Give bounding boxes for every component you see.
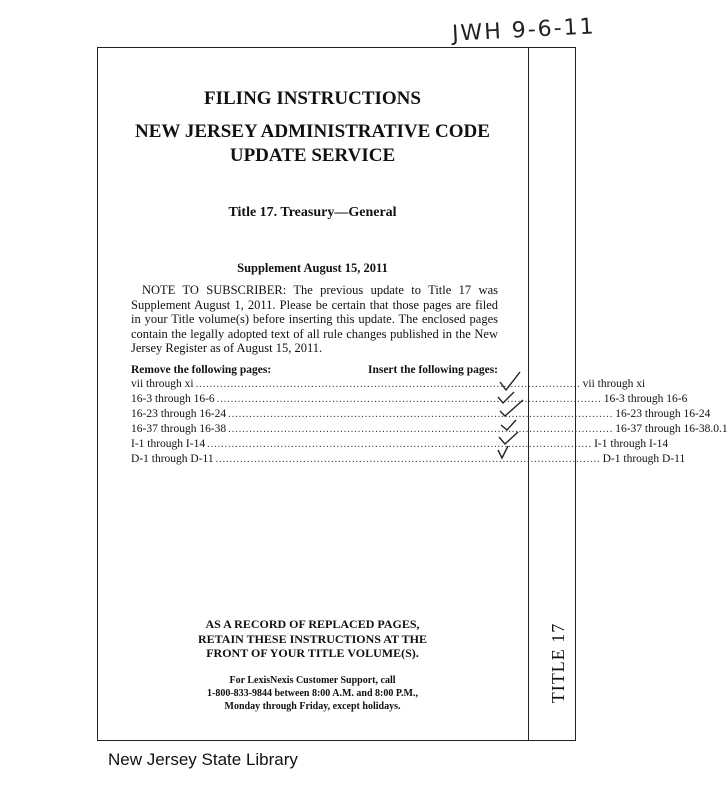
leader-dots: .............................................................................................................. [195, 379, 581, 390]
support-line: Monday through Friday, except holidays. [224, 701, 401, 712]
page-heading: FILING INSTRUCTIONS [204, 88, 421, 109]
insert-header: Insert the following pages: [367, 364, 498, 376]
checkmark-icon [499, 432, 518, 444]
title-tab-label: TITLE 17 [548, 622, 568, 704]
table-row [131, 437, 669, 452]
subscriber-note: NOTE TO SUBSCRIBER: The previous update to Title 17 was Supplement August 1, 2011. Please be certain that those pages are filed in your Title volume(s) before inserting this update. The enclosed pages contain the legally adopted text of all rule changes published in the New Jersey Register as of August 15, 2011. [131, 283, 498, 355]
checkmark-icon [500, 372, 520, 390]
code-title [97, 120, 528, 168]
remove-pages: 16-37 through 16-38 [131, 423, 227, 435]
remove-pages: D-1 through D-11 [131, 453, 214, 465]
leader-dots: .............................................................................................................. [207, 439, 593, 450]
remove-pages: I-1 through I-14 [131, 438, 206, 450]
remove-pages: 16-3 through 16-6 [131, 393, 215, 405]
title-name: Title 17. Treasury—General [228, 205, 397, 220]
record-line: AS A RECORD OF REPLACED PAGES, [205, 617, 420, 631]
insert-pages: D-1 through D-11 [602, 453, 686, 465]
leader-dots: .............................................................................................................. [215, 454, 601, 465]
table-row [131, 422, 728, 437]
code-title-line1: NEW JERSEY ADMINISTRATIVE CODE [135, 121, 490, 142]
table-row [131, 407, 711, 422]
remove-pages: vii through xi [131, 378, 194, 390]
support-line: 1-800-833-9844 between 8:00 A.M. and 8:00 P.M., [206, 688, 418, 699]
checkmark-icon [501, 420, 516, 430]
supplement-date: Supplement August 15, 2011 [237, 261, 388, 275]
insert-pages: I-1 through I-14 [594, 438, 669, 450]
insert-pages: 16-23 through 16-24 [615, 408, 711, 420]
table-row [131, 377, 646, 392]
support-line: For LexisNexis Customer Support, call [229, 675, 396, 686]
library-stamp: New Jersey State Library [108, 750, 298, 769]
leader-dots: .............................................................................................................. [228, 409, 614, 420]
table-row [131, 452, 686, 467]
handwritten-initials-date: JWH 9-6-11 [451, 14, 597, 47]
remove-header: Remove the following pages: [131, 364, 272, 376]
insert-pages: vii through xi [582, 378, 646, 390]
page-replacement-table [131, 363, 728, 467]
leader-dots: .............................................................................................................. [228, 424, 614, 435]
remove-pages: 16-23 through 16-24 [131, 408, 227, 420]
record-instructions [97, 617, 528, 661]
table-row [131, 392, 688, 407]
record-line: FRONT OF YOUR TITLE VOLUME(S). [206, 646, 419, 660]
insert-pages: 16-3 through 16-6 [603, 393, 688, 405]
table-header [131, 363, 498, 377]
checkmark-icon [498, 392, 514, 403]
code-title-line2: UPDATE SERVICE [229, 145, 396, 166]
record-line: RETAIN THESE INSTRUCTIONS AT THE [198, 631, 427, 646]
customer-support-info [97, 674, 528, 713]
checkmark-icon [498, 446, 508, 458]
insert-pages: 16-37 through 16-38.0.1 [615, 423, 728, 435]
leader-dots: .............................................................................................................. [216, 394, 602, 405]
handwritten-checkmarks [496, 370, 526, 460]
